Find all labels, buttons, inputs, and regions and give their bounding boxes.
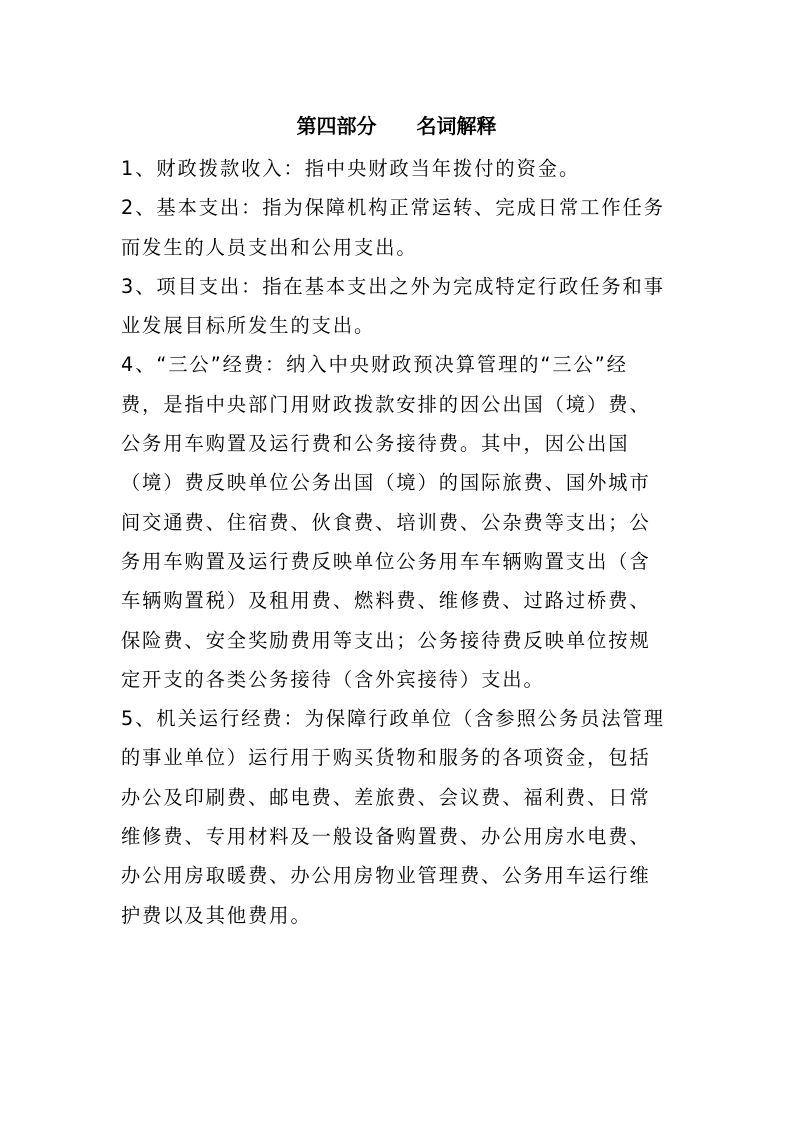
definition-paragraph-5 bbox=[121, 699, 677, 935]
paragraph-line: 业发展目标所发生的支出。 bbox=[121, 314, 376, 338]
definition-paragraph-2 bbox=[121, 188, 677, 267]
paragraph-line: 维修费、专用材料及一般设备购置费、办公用房水电费、 bbox=[121, 825, 651, 849]
paragraph-line: 1、财政拨款收入：指中央财政当年拨付的资金。 bbox=[121, 157, 581, 180]
paragraph-line: （境）费反映单位公务出国（境）的国际旅费、国外城市 bbox=[121, 471, 651, 495]
paragraph-line: 费，是指中央部门用财政拨款安排的因公出国（境）费、 bbox=[121, 392, 651, 416]
section-title: 第四部分 名词解释 bbox=[296, 114, 497, 138]
paragraph-line: 办公用房取暖费、办公用房物业管理费、公务用车运行维 bbox=[121, 864, 651, 888]
paragraph-line: 2、基本支出：指为保障机构正常运转、完成日常工作任务 bbox=[121, 196, 665, 220]
paragraph-line: 间交通费、住宿费、伙食费、培训费、公杂费等支出；公 bbox=[121, 510, 651, 534]
paragraph-line: 办公及印刷费、邮电费、差旅费、会议费、福利费、日常 bbox=[121, 785, 651, 809]
paragraph-line: 护费以及其他费用。 bbox=[121, 903, 312, 927]
paragraph-line: 车辆购置税）及租用费、燃料费、维修费、过路过桥费、 bbox=[121, 589, 651, 613]
paragraph-line: 公务用车购置及运行费和公务接待费。其中，因公出国 bbox=[121, 432, 630, 456]
paragraph-line: 3、项目支出：指在基本支出之外为完成特定行政任务和事 bbox=[121, 274, 665, 298]
paragraph-line: 保险费、安全奖励费用等支出；公务接待费反映单位按规 bbox=[121, 628, 651, 652]
paragraph-line: 4、“三公”经费：纳入中央财政预决算管理的“三公”经 bbox=[121, 353, 628, 377]
definition-paragraph-4 bbox=[121, 345, 677, 699]
paragraph-line: 定开支的各类公务接待（含外宾接待）支出。 bbox=[121, 667, 545, 691]
document-body bbox=[121, 149, 677, 935]
definition-paragraph-1 bbox=[121, 149, 677, 188]
paragraph-line: 务用车购置及运行费反映单位公务用车车辆购置支出（含 bbox=[121, 549, 651, 573]
paragraph-line: 5、机关运行经费：为保障行政单位（含参照公务员法管理 bbox=[121, 707, 665, 731]
paragraph-line: 的事业单位）运行用于购买货物和服务的各项资金，包括 bbox=[121, 746, 651, 770]
definition-paragraph-3 bbox=[121, 267, 677, 346]
paragraph-line: 而发生的人员支出和公用支出。 bbox=[121, 235, 418, 259]
